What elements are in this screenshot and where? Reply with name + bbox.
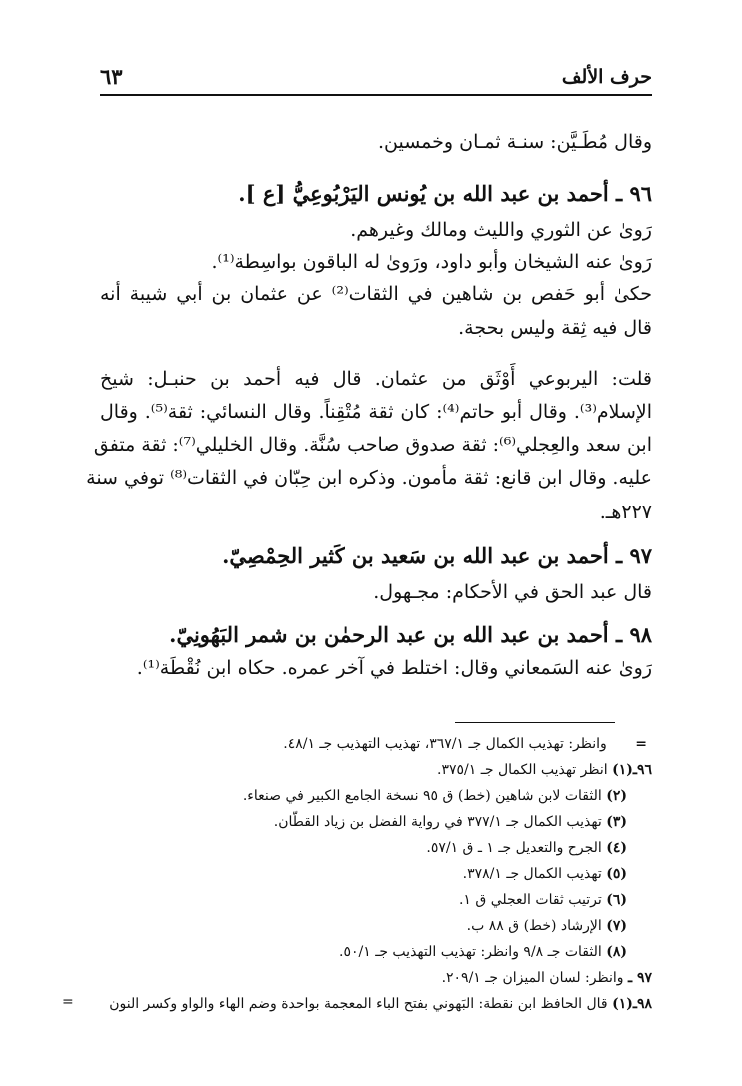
entry-number: ٩٨ ـ [615, 622, 652, 647]
entry-number: ٩٧ ـ [615, 543, 652, 568]
footnote [463, 861, 627, 887]
continuation-mark: = [62, 994, 74, 1010]
body-line: ٢٢٧هـ. [599, 501, 652, 523]
footnote [339, 939, 627, 965]
entry-heading [169, 620, 652, 650]
footnote-key: ٩٧ ـ [627, 970, 652, 986]
footnote [459, 887, 627, 913]
footnote [283, 731, 647, 757]
footnote [243, 783, 627, 809]
footnote-text: تهذيب الكمال جـ ٣٧٧/١ في رواية الفضل بن زياد القطّان. [273, 814, 602, 830]
page-header [100, 62, 652, 96]
footnote-key: (٤) [606, 840, 627, 856]
footnote-key: (٧) [606, 918, 627, 934]
footnote-key: ٩٨ـ(١) [612, 996, 652, 1012]
body-line: قلت: اليربوعي أَوْثَق من عثمان. قال فيه أحمد بن حنبـل: شيخ [100, 368, 652, 390]
footnote-key: (٨) [606, 944, 627, 960]
body-line: ابن سعد والعِجلي⁽⁶⁾: ثقة صدوق صاحب سُنَّة. وقال الخليلي⁽⁷⁾: ثقة متفق [93, 434, 652, 456]
body-line: حكىٰ أبو حَفص بن شاهين في الثقات⁽²⁾ عن عثمان بن أبي شيبة أنه [100, 283, 652, 305]
footnote-text: ترتيب ثقات العجلي ق ١. [458, 892, 602, 908]
footnote-text: انظر تهذيب الكمال جـ ٣٧٥/١. [437, 762, 608, 778]
footnote [467, 913, 627, 939]
footnote-key: ٩٦ـ(١) [612, 762, 652, 778]
footnote-text: قال الحافظ ابن نقطة: البَهوني بفتح الباء المعجمة بواحدة وضم الهاء والواو وكسر النون [109, 996, 608, 1012]
body-line: رَوىٰ عنه السَمعاني وقال: اختلط في آخر عمره. حكاه ابن نُقْطَة⁽¹⁾. [136, 657, 652, 679]
footnote-text: وانظر: لسان الميزان جـ ٢٠٩/١. [441, 970, 624, 986]
footnote-key: (٣) [606, 814, 627, 830]
footnote [437, 757, 652, 783]
footnote-text: الثقات لابن شاهين (خط) ق ٩٥ نسخة الجامع الكبير في صنعاء. [242, 788, 602, 804]
entry-number: ٩٦ ـ [615, 181, 652, 206]
footnote-text: وانظر: تهذيب الكمال جـ ٣٦٧/١، تهذيب التهذيب جـ ٤٨/١. [283, 736, 607, 752]
body-line: الإسلام⁽³⁾. وقال أبو حاتم⁽⁴⁾: كان ثقة مُتْقِناً. وقال النسائي: ثقة⁽⁵⁾. وقال [100, 401, 652, 423]
footnote [109, 991, 652, 1017]
entry-title: أحمد بن عبد الله بن سَعيد بن كَثير الحِمْصِيّ. [222, 543, 609, 568]
footnote-text: الثقات جـ ٩/٨ وانظر: تهذيب التهذيب جـ ٥٠/١. [339, 944, 602, 960]
footnote-key: = [635, 736, 647, 752]
footnote-text: الإرشاد (خط) ق ٨٨ ب. [466, 918, 602, 934]
body-line: وقال مُطَـيَّن: سنـة ثمـان وخمسين. [377, 131, 652, 153]
body-line: رَوىٰ عن الثوري والليث ومالك وغيرهم. [350, 219, 652, 241]
running-title: حرف الألف [561, 66, 652, 88]
footnote-key: (٢) [606, 788, 627, 804]
entry-title: أحمد بن عبد الله بن يُونس اليَرْبُوعِيُّ [ع ]. [238, 181, 609, 206]
body-line: رَوىٰ عنه الشيخان وأبو داود، ورَوىٰ له الباقون بواسِطة⁽¹⁾. [211, 251, 652, 273]
body-line: عليه. وقال ابن قانع: ثقة مأمون. وذكره ابن حِبّان في الثقات⁽⁸⁾ توفي سنة [86, 467, 652, 489]
page-number: ٦٣ [100, 64, 123, 89]
entry-heading [238, 179, 652, 209]
footnote [426, 835, 627, 861]
body-line: قال عبد الحق في الأحكام: مجـهول. [373, 581, 652, 603]
footnote [274, 809, 627, 835]
footnote-key: (٥) [606, 866, 627, 882]
footnote [442, 965, 652, 991]
entry-title: أحمد بن عبد الله بن عبد الرحمٰن بن شمر البَهُونِيّ. [169, 622, 609, 647]
footnote-text: الجرح والتعديل جـ ١ ـ ق ٥٧/١. [426, 840, 602, 856]
footnote-text: تهذيب الكمال جـ ٣٧٨/١. [462, 866, 602, 882]
entry-heading [222, 541, 652, 571]
footnote-key: (٦) [606, 892, 627, 908]
footnote-separator [455, 722, 615, 723]
body-line: قال فيه ثِقة وليس بحجة. [458, 317, 652, 339]
